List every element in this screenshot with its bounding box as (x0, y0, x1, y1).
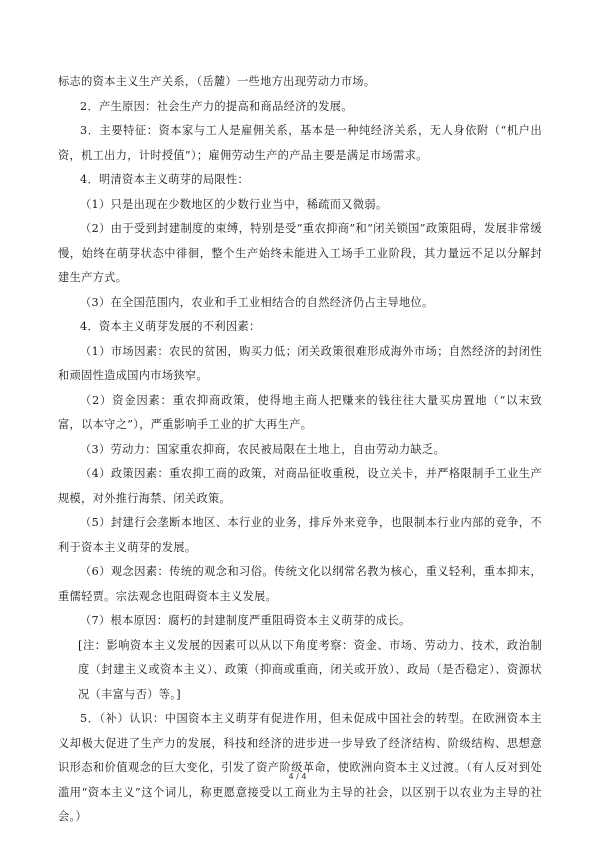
factor-market: （1）市场因素：农民的贫困，购买力低；闭关政策很难形成海外市场；自然经济的封闭性和顽固性造成国内市场狭窄。 (58, 344, 542, 382)
paragraph-understanding: 5．（补）认识：中国资本主义萌芽有促进作用，但未促成中国社会的转型。在欧洲资本主义却极大促进了生产力的发展，科技和经济的进步进一步导致了经济结构、阶级结构、思想意识形态和价值观念的巨大变化，引发了资产阶级革命，使欧洲向资本主义过渡。（有人反对到处滥用“资本主义”这个词儿，称更愿意接受以工商业为主导的社会，以区别于以农业为主导的社会。） (58, 712, 542, 823)
note-paragraph: [注：影响资本主义发展的因素可以从以下角度考察：资金、市场、劳动力、技术，政治制度（封建主义或资本主义）、政策（抑商或重商，闭关或开放）、政局（是否稳定）、资源状况（丰富与否）等。] (78, 638, 542, 701)
paragraph-cause: 2．产生原因：社会生产力的提高和商品经济的发展。 (80, 99, 353, 113)
factor-guild: （5）封建行会垄断本地区、本行业的业务，排斥外来竞争，也限制本行业内部的竞争，不利于资本主义萌芽的发展。 (58, 516, 542, 554)
paragraph-features: 3．主要特征：资本家与工人是雇佣关系，基本是一种纯经济关系，无人身依附（“机户出资，机工出力，计时授值”）；雇佣劳动生产的产品主要是满足市场需求。 (58, 124, 542, 162)
page-number: 4 / 4 (288, 772, 307, 781)
factor-policy: （4）政策因素：重农抑工商的政策，对商品征收重税，设立关卡，并严格限制手工业生产规模，对外推行海禁、闭关政策。 (58, 467, 542, 505)
limitation-3: （3）在全国范围内，农业和手工业相结合的自然经济仍占主导地位。 (80, 295, 434, 309)
paragraph-continuation: 标志的资本主义生产关系，（岳麓）一些地方出现劳动力市场。 (58, 75, 376, 88)
heading-unfavorable-factors: 4．资本主义萌芽发展的不利因素： (80, 320, 261, 333)
document-body (58, 70, 542, 830)
factor-labor: （3）劳动力：国家重农抑商，农民被局限在土地上，自由劳动力缺乏。 (80, 442, 446, 456)
limitation-1: （1）只是出现在少数地区的少数行业当中，稀疏而又微弱。 (80, 197, 388, 211)
factor-root-cause: （7）根本原因：腐朽的封建制度严重阻碍资本主义萌芽的成长。 (80, 614, 411, 627)
heading-limitations: 4．明清资本主义萌芽的局限性： (80, 173, 249, 186)
factor-capital: （2）资金因素：重农抑商政策，使得地主商人把赚来的钱往往大量买房置地（“以末致富，以本守之”），严重影响手工业的扩大再生产。 (58, 393, 542, 431)
factor-ideology: （6）观念因素：传统的观念和习俗。传统文化以纲常名教为核心，重义轻利，重本抑末，重儒轻贾。宗法观念也阻碍资本主义发展。 (58, 565, 542, 603)
limitation-2: （2）由于受到封建制度的束缚，特别是受“重农抑商”和“闭关锁国”政策阻碍，发展非常缓慢，始终在萌芽状态中徘徊，整个生产始终未能进入工场手工业阶段，其力量远不足以分解封建生产方式。 (58, 222, 542, 284)
